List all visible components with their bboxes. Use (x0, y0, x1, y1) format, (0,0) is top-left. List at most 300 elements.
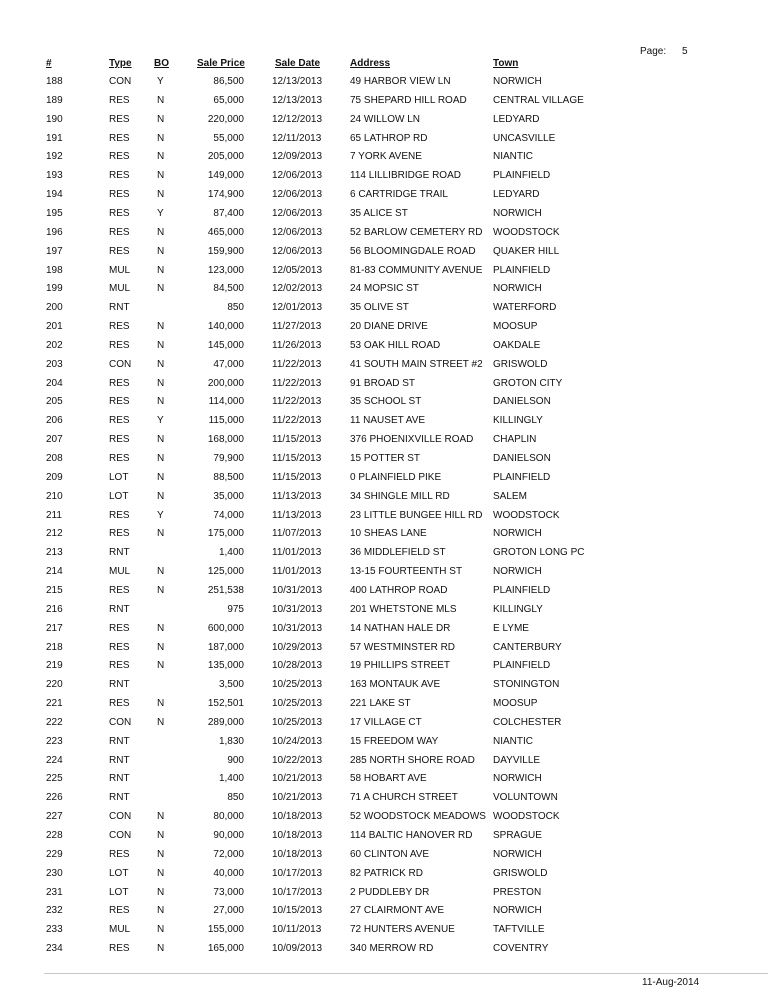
row-number: 209 (46, 471, 63, 483)
row-bo: N (157, 584, 165, 596)
row-sale-price: 125,000 (207, 566, 244, 578)
row-number: 188 (46, 76, 63, 87)
row-address: 114 BALTIC HANOVER RD (350, 830, 473, 841)
row-address: 285 NORTH SHORE ROAD (350, 754, 475, 766)
row-town: GROTON LONG PC (493, 547, 585, 559)
row-bo: Y (157, 415, 164, 427)
row-sale-date: 10/11/2013 (272, 924, 322, 936)
table-row (0, 208, 768, 226)
row-type: RES (109, 377, 130, 389)
row-address: 201 WHETSTONE MLS (350, 603, 457, 615)
row-address: 75 SHEPARD HILL ROAD (350, 94, 467, 106)
row-sale-price: 74,000 (213, 509, 244, 521)
row-number: 215 (46, 584, 63, 596)
row-sale-date: 10/25/2013 (272, 716, 323, 728)
row-town: LEDYARD (493, 189, 540, 201)
row-address: 58 HOBART AVE (350, 773, 427, 785)
row-sale-price: 1,830 (218, 735, 244, 747)
row-address: 221 LAKE ST (350, 698, 411, 710)
row-town: GROTON CITY (493, 377, 563, 389)
row-town: QUAKER HILL (493, 245, 560, 257)
row-address: 23 LITTLE BUNGEE HILL RD (350, 509, 483, 521)
row-town: DAYVILLE (493, 754, 541, 766)
table-row (0, 453, 768, 471)
row-sale-date: 10/21/2013 (272, 792, 323, 804)
row-sale-date: 11/01/2013 (272, 566, 322, 578)
row-sale-price: 900 (227, 754, 244, 766)
row-sale-date: 11/15/2013 (272, 434, 322, 446)
row-number: 195 (46, 207, 63, 219)
row-bo: N (157, 113, 165, 125)
row-number: 196 (46, 226, 63, 238)
row-type: RES (109, 698, 130, 710)
row-bo: N (157, 377, 165, 389)
row-address: 24 WILLOW LN (350, 113, 421, 125)
row-number: 190 (46, 113, 63, 125)
row-sale-price: 47,000 (213, 358, 244, 370)
row-sale-date: 12/09/2013 (272, 151, 323, 163)
row-sale-date: 12/06/2013 (272, 245, 323, 257)
row-town: KILLINGLY (493, 603, 543, 615)
row-town: DANIELSON (493, 396, 551, 408)
row-number: 205 (46, 396, 63, 408)
row-type: RES (109, 396, 130, 408)
row-bo: N (157, 943, 165, 955)
row-town: NORWICH (493, 905, 542, 917)
row-town: WOODSTOCK (493, 509, 560, 521)
row-address: 15 POTTER ST (350, 453, 421, 464)
row-town: CANTERBURY (493, 641, 562, 653)
row-bo: N (157, 905, 165, 917)
row-sale-date: 10/25/2013 (272, 698, 323, 710)
row-sale-date: 10/24/2013 (272, 735, 323, 747)
table-row (0, 189, 768, 207)
row-town: WATERFORD (493, 302, 557, 314)
row-number: 218 (46, 641, 63, 653)
row-number: 223 (46, 735, 63, 747)
row-sale-price: 175,000 (207, 528, 244, 540)
row-address: 35 ALICE ST (350, 207, 408, 219)
table-row (0, 811, 768, 829)
table-row (0, 265, 768, 283)
row-type: RES (109, 113, 130, 125)
row-address: 13-15 FOURTEENTH ST (350, 566, 463, 578)
row-type: RES (109, 207, 130, 219)
row-bo: N (157, 132, 165, 144)
row-type: CON (109, 716, 132, 728)
table-row (0, 604, 768, 622)
row-town: COLCHESTER (493, 716, 562, 728)
row-sale-price: 165,000 (207, 943, 244, 955)
row-town: GRISWOLD (493, 358, 548, 370)
row-number: 202 (46, 339, 63, 351)
row-bo: N (157, 170, 165, 182)
table-row (0, 302, 768, 320)
row-sale-price: 114,000 (208, 396, 244, 408)
table-row (0, 95, 768, 113)
table-row (0, 924, 768, 942)
row-type: CON (109, 358, 132, 370)
row-type: RES (109, 509, 130, 521)
row-number: 201 (46, 321, 63, 333)
row-sale-price: 80,000 (213, 811, 244, 823)
row-sale-price: 152,501 (207, 698, 244, 710)
row-address: 56 BLOOMINGDALE ROAD (350, 245, 476, 257)
row-sale-date: 10/22/2013 (272, 754, 323, 766)
row-address: 52 BARLOW CEMETERY RD (350, 226, 483, 238)
row-sale-price: 289,000 (207, 716, 244, 728)
row-bo: N (157, 396, 165, 408)
row-number: 198 (46, 264, 63, 276)
row-sale-date: 10/31/2013 (272, 584, 323, 596)
row-town: PLAINFIELD (493, 264, 551, 276)
row-town: NORWICH (493, 76, 542, 87)
row-type: RES (109, 132, 130, 144)
row-number: 232 (46, 905, 63, 917)
row-address: 0 PLAINFIELD PIKE (350, 471, 442, 483)
row-sale-date: 10/18/2013 (272, 848, 323, 860)
row-bo: N (157, 321, 165, 333)
row-address: 36 MIDDLEFIELD ST (350, 547, 446, 559)
row-sale-date: 11/13/2013 (272, 509, 322, 521)
header-town: Town (493, 58, 519, 69)
row-type: RES (109, 584, 130, 596)
row-sale-date: 11/15/2013 (272, 471, 322, 483)
row-bo: N (157, 264, 165, 276)
row-sale-price: 155,000 (207, 924, 244, 936)
row-sale-price: 35,000 (213, 490, 244, 502)
row-bo: N (157, 453, 165, 464)
row-sale-price: 600,000 (207, 622, 244, 634)
table-row (0, 660, 768, 678)
table-row (0, 415, 768, 433)
row-sale-price: 40,000 (213, 867, 244, 879)
row-sale-price: 73,000 (213, 886, 244, 898)
row-address: 71 A CHURCH STREET (350, 792, 458, 804)
table-row (0, 773, 768, 791)
row-number: 229 (46, 848, 63, 860)
row-sale-date: 12/12/2013 (272, 113, 323, 125)
row-type: MUL (109, 283, 131, 295)
row-number: 210 (46, 490, 63, 502)
row-sale-price: 251,538 (207, 584, 244, 596)
row-sale-date: 10/31/2013 (272, 622, 323, 634)
row-type: MUL (109, 566, 131, 578)
row-sale-date: 10/29/2013 (272, 641, 323, 653)
row-number: 208 (46, 453, 63, 464)
row-address: 400 LATHROP ROAD (350, 584, 448, 596)
footer-divider (44, 973, 768, 974)
row-bo: N (157, 358, 165, 370)
table-row (0, 170, 768, 188)
row-sale-price: 135,000 (207, 660, 244, 672)
table-row (0, 566, 768, 584)
row-sale-date: 12/11/2013 (272, 132, 322, 144)
row-number: 230 (46, 867, 63, 879)
row-sale-date: 11/13/2013 (272, 490, 322, 502)
row-town: NIANTIC (493, 735, 533, 747)
row-type: RES (109, 622, 130, 634)
row-town: NORWICH (493, 207, 542, 219)
row-type: RNT (109, 603, 130, 615)
row-town: CHAPLIN (493, 434, 537, 446)
row-type: MUL (109, 264, 131, 276)
row-town: PLAINFIELD (493, 471, 551, 483)
table-row (0, 133, 768, 151)
header-address: Address (350, 58, 391, 69)
row-address: 57 WESTMINSTER RD (350, 641, 456, 653)
row-type: LOT (109, 490, 129, 502)
row-bo: N (157, 528, 165, 540)
row-address: 11 NAUSET AVE (350, 415, 426, 427)
row-sale-price: 159,900 (207, 245, 244, 257)
row-sale-date: 11/15/2013 (272, 453, 322, 464)
row-bo: N (157, 434, 165, 446)
row-bo: N (157, 245, 165, 257)
row-sale-date: 10/17/2013 (272, 867, 323, 879)
row-type: RES (109, 245, 130, 257)
row-number: 197 (46, 245, 63, 257)
table-row (0, 679, 768, 697)
row-address: 340 MERROW RD (350, 943, 434, 955)
row-number: 211 (46, 509, 62, 521)
footer-date: 11-Aug-2014 (642, 977, 700, 988)
row-town: NORWICH (493, 848, 542, 860)
table-row (0, 623, 768, 641)
row-bo: N (157, 283, 165, 295)
table-row (0, 792, 768, 810)
row-sale-price: 86,500 (213, 76, 244, 87)
table-row (0, 434, 768, 452)
row-sale-date: 12/06/2013 (272, 207, 323, 219)
row-bo: Y (157, 509, 164, 521)
row-address: 27 CLAIRMONT AVE (350, 905, 445, 917)
row-bo: N (157, 641, 165, 653)
row-address: 19 PHILLIPS STREET (350, 660, 451, 672)
row-town: NORWICH (493, 773, 542, 785)
row-sale-price: 123,000 (207, 264, 244, 276)
row-sale-price: 200,000 (207, 377, 244, 389)
row-sale-price: 187,000 (207, 641, 244, 653)
row-type: CON (109, 76, 132, 87)
row-address: 114 LILLIBRIDGE ROAD (350, 170, 461, 182)
table-row (0, 943, 768, 961)
row-number: 227 (46, 811, 63, 823)
row-sale-price: 87,400 (213, 207, 244, 219)
row-sale-date: 12/13/2013 (272, 76, 323, 87)
row-type: RES (109, 660, 130, 672)
row-sale-price: 84,500 (213, 283, 244, 295)
page-label: Page: (640, 46, 667, 57)
row-type: RES (109, 94, 130, 106)
row-sale-date: 11/22/2013 (272, 358, 322, 370)
row-type: RES (109, 848, 130, 860)
row-number: 199 (46, 283, 63, 295)
row-number: 213 (46, 547, 63, 559)
row-address: 65 LATHROP RD (350, 132, 428, 144)
row-sale-date: 12/01/2013 (272, 302, 323, 314)
table-row (0, 359, 768, 377)
row-address: 15 FREEDOM WAY (350, 735, 439, 747)
row-address: 10 SHEAS LANE (350, 528, 427, 540)
row-sale-price: 205,000 (207, 151, 244, 163)
row-number: 207 (46, 434, 63, 446)
row-type: RES (109, 415, 130, 427)
table-row (0, 736, 768, 754)
row-sale-price: 220,000 (207, 113, 244, 125)
row-sale-date: 11/27/2013 (272, 321, 322, 333)
row-number: 192 (46, 151, 63, 163)
row-type: RNT (109, 735, 130, 747)
row-sale-price: 145,000 (207, 339, 244, 351)
row-address: 376 PHOENIXVILLE ROAD (350, 434, 474, 446)
header-sale-price: Sale Price (197, 58, 245, 69)
row-address: 53 OAK HILL ROAD (350, 339, 441, 351)
row-address: 163 MONTAUK AVE (350, 679, 441, 691)
row-type: RES (109, 321, 130, 333)
table-row (0, 849, 768, 867)
table-row (0, 283, 768, 301)
row-town: OAKDALE (493, 339, 541, 351)
row-address: 24 MOPSIC ST (350, 283, 419, 295)
row-town: WOODSTOCK (493, 226, 560, 238)
row-type: RNT (109, 754, 130, 766)
row-sale-date: 11/01/2013 (272, 547, 322, 559)
row-sale-price: 55,000 (213, 132, 244, 144)
row-town: UNCASVILLE (493, 132, 556, 144)
row-bo: N (157, 924, 165, 936)
row-sale-date: 10/18/2013 (272, 830, 323, 841)
row-town: WOODSTOCK (493, 811, 560, 823)
row-sale-date: 10/28/2013 (272, 660, 323, 672)
row-type: RES (109, 170, 130, 182)
row-bo: Y (157, 207, 164, 219)
row-type: CON (109, 830, 132, 841)
row-number: 206 (46, 415, 63, 427)
row-bo: N (157, 151, 165, 163)
row-bo: N (157, 660, 165, 672)
row-sale-price: 27,000 (213, 905, 244, 917)
table-row (0, 510, 768, 528)
table-row (0, 378, 768, 396)
row-type: RES (109, 943, 130, 955)
row-sale-price: 79,900 (213, 453, 244, 464)
row-sale-date: 10/31/2013 (272, 603, 323, 615)
row-bo: N (157, 830, 165, 841)
row-number: 222 (46, 716, 63, 728)
row-number: 193 (46, 170, 63, 182)
row-town: E LYME (493, 622, 529, 634)
row-address: 52 WOODSTOCK MEADOWS (350, 811, 486, 823)
row-sale-date: 12/06/2013 (272, 170, 323, 182)
row-sale-price: 149,000 (207, 170, 244, 182)
row-town: MOOSUP (493, 698, 538, 710)
row-sale-date: 10/17/2013 (272, 886, 323, 898)
row-address: 81-83 COMMUNITY AVENUE (350, 264, 483, 276)
row-address: 7 YORK AVENE (350, 151, 422, 163)
table-row (0, 528, 768, 546)
row-town: PLAINFIELD (493, 170, 551, 182)
row-number: 194 (46, 189, 63, 201)
table-row (0, 830, 768, 848)
row-sale-price: 72,000 (213, 848, 244, 860)
row-type: RNT (109, 773, 130, 785)
row-bo: N (157, 848, 165, 860)
header-bo: BO (154, 58, 169, 69)
row-number: 216 (46, 603, 63, 615)
row-number: 191 (46, 132, 63, 144)
row-type: RES (109, 528, 130, 540)
row-number: 200 (46, 302, 63, 314)
row-town: SPRAGUE (493, 830, 542, 841)
row-town: GRISWOLD (493, 867, 548, 879)
row-address: 2 PUDDLEBY DR (350, 886, 430, 898)
row-number: 204 (46, 377, 63, 389)
row-sale-price: 115,000 (208, 415, 244, 427)
table-row (0, 396, 768, 414)
table-row (0, 340, 768, 358)
row-type: RNT (109, 679, 130, 691)
row-sale-date: 12/06/2013 (272, 226, 323, 238)
row-sale-price: 140,000 (207, 321, 244, 333)
row-bo: N (157, 716, 165, 728)
row-number: 214 (46, 566, 63, 578)
header-sale-date: Sale Date (275, 58, 321, 69)
row-bo: N (157, 471, 165, 483)
row-bo: N (157, 811, 165, 823)
row-address: 34 SHINGLE MILL RD (350, 490, 450, 502)
row-town: KILLINGLY (493, 415, 543, 427)
row-type: RNT (109, 547, 130, 559)
table-row (0, 472, 768, 490)
row-sale-price: 1,400 (218, 547, 244, 559)
row-bo: N (157, 226, 165, 238)
row-address: 91 BROAD ST (350, 377, 416, 389)
table-row (0, 698, 768, 716)
row-type: RES (109, 189, 130, 201)
row-sale-price: 168,000 (207, 434, 244, 446)
row-sale-price: 90,000 (213, 830, 244, 841)
table-row (0, 151, 768, 169)
row-sale-date: 11/22/2013 (272, 377, 322, 389)
row-sale-date: 12/05/2013 (272, 264, 323, 276)
row-number: 225 (46, 773, 63, 785)
row-address: 60 CLINTON AVE (350, 848, 430, 860)
row-bo: Y (157, 76, 164, 87)
table-row (0, 585, 768, 603)
row-number: 212 (46, 528, 63, 540)
row-type: RES (109, 151, 130, 163)
row-number: 234 (46, 943, 63, 955)
row-sale-price: 3,500 (218, 679, 244, 691)
header-type: Type (109, 58, 132, 69)
table-row (0, 905, 768, 923)
row-address: 14 NATHAN HALE DR (350, 622, 451, 634)
row-town: STONINGTON (493, 679, 560, 691)
row-type: RES (109, 434, 130, 446)
row-type: LOT (109, 886, 129, 898)
row-type: RES (109, 339, 130, 351)
row-town: NORWICH (493, 283, 542, 295)
row-sale-date: 10/09/2013 (272, 943, 323, 955)
row-sale-date: 10/15/2013 (272, 905, 323, 917)
row-number: 228 (46, 830, 63, 841)
table-row (0, 642, 768, 660)
row-sale-price: 88,500 (213, 471, 244, 483)
table-row (0, 717, 768, 735)
row-sale-date: 12/13/2013 (272, 94, 323, 106)
row-sale-price: 975 (227, 603, 244, 615)
